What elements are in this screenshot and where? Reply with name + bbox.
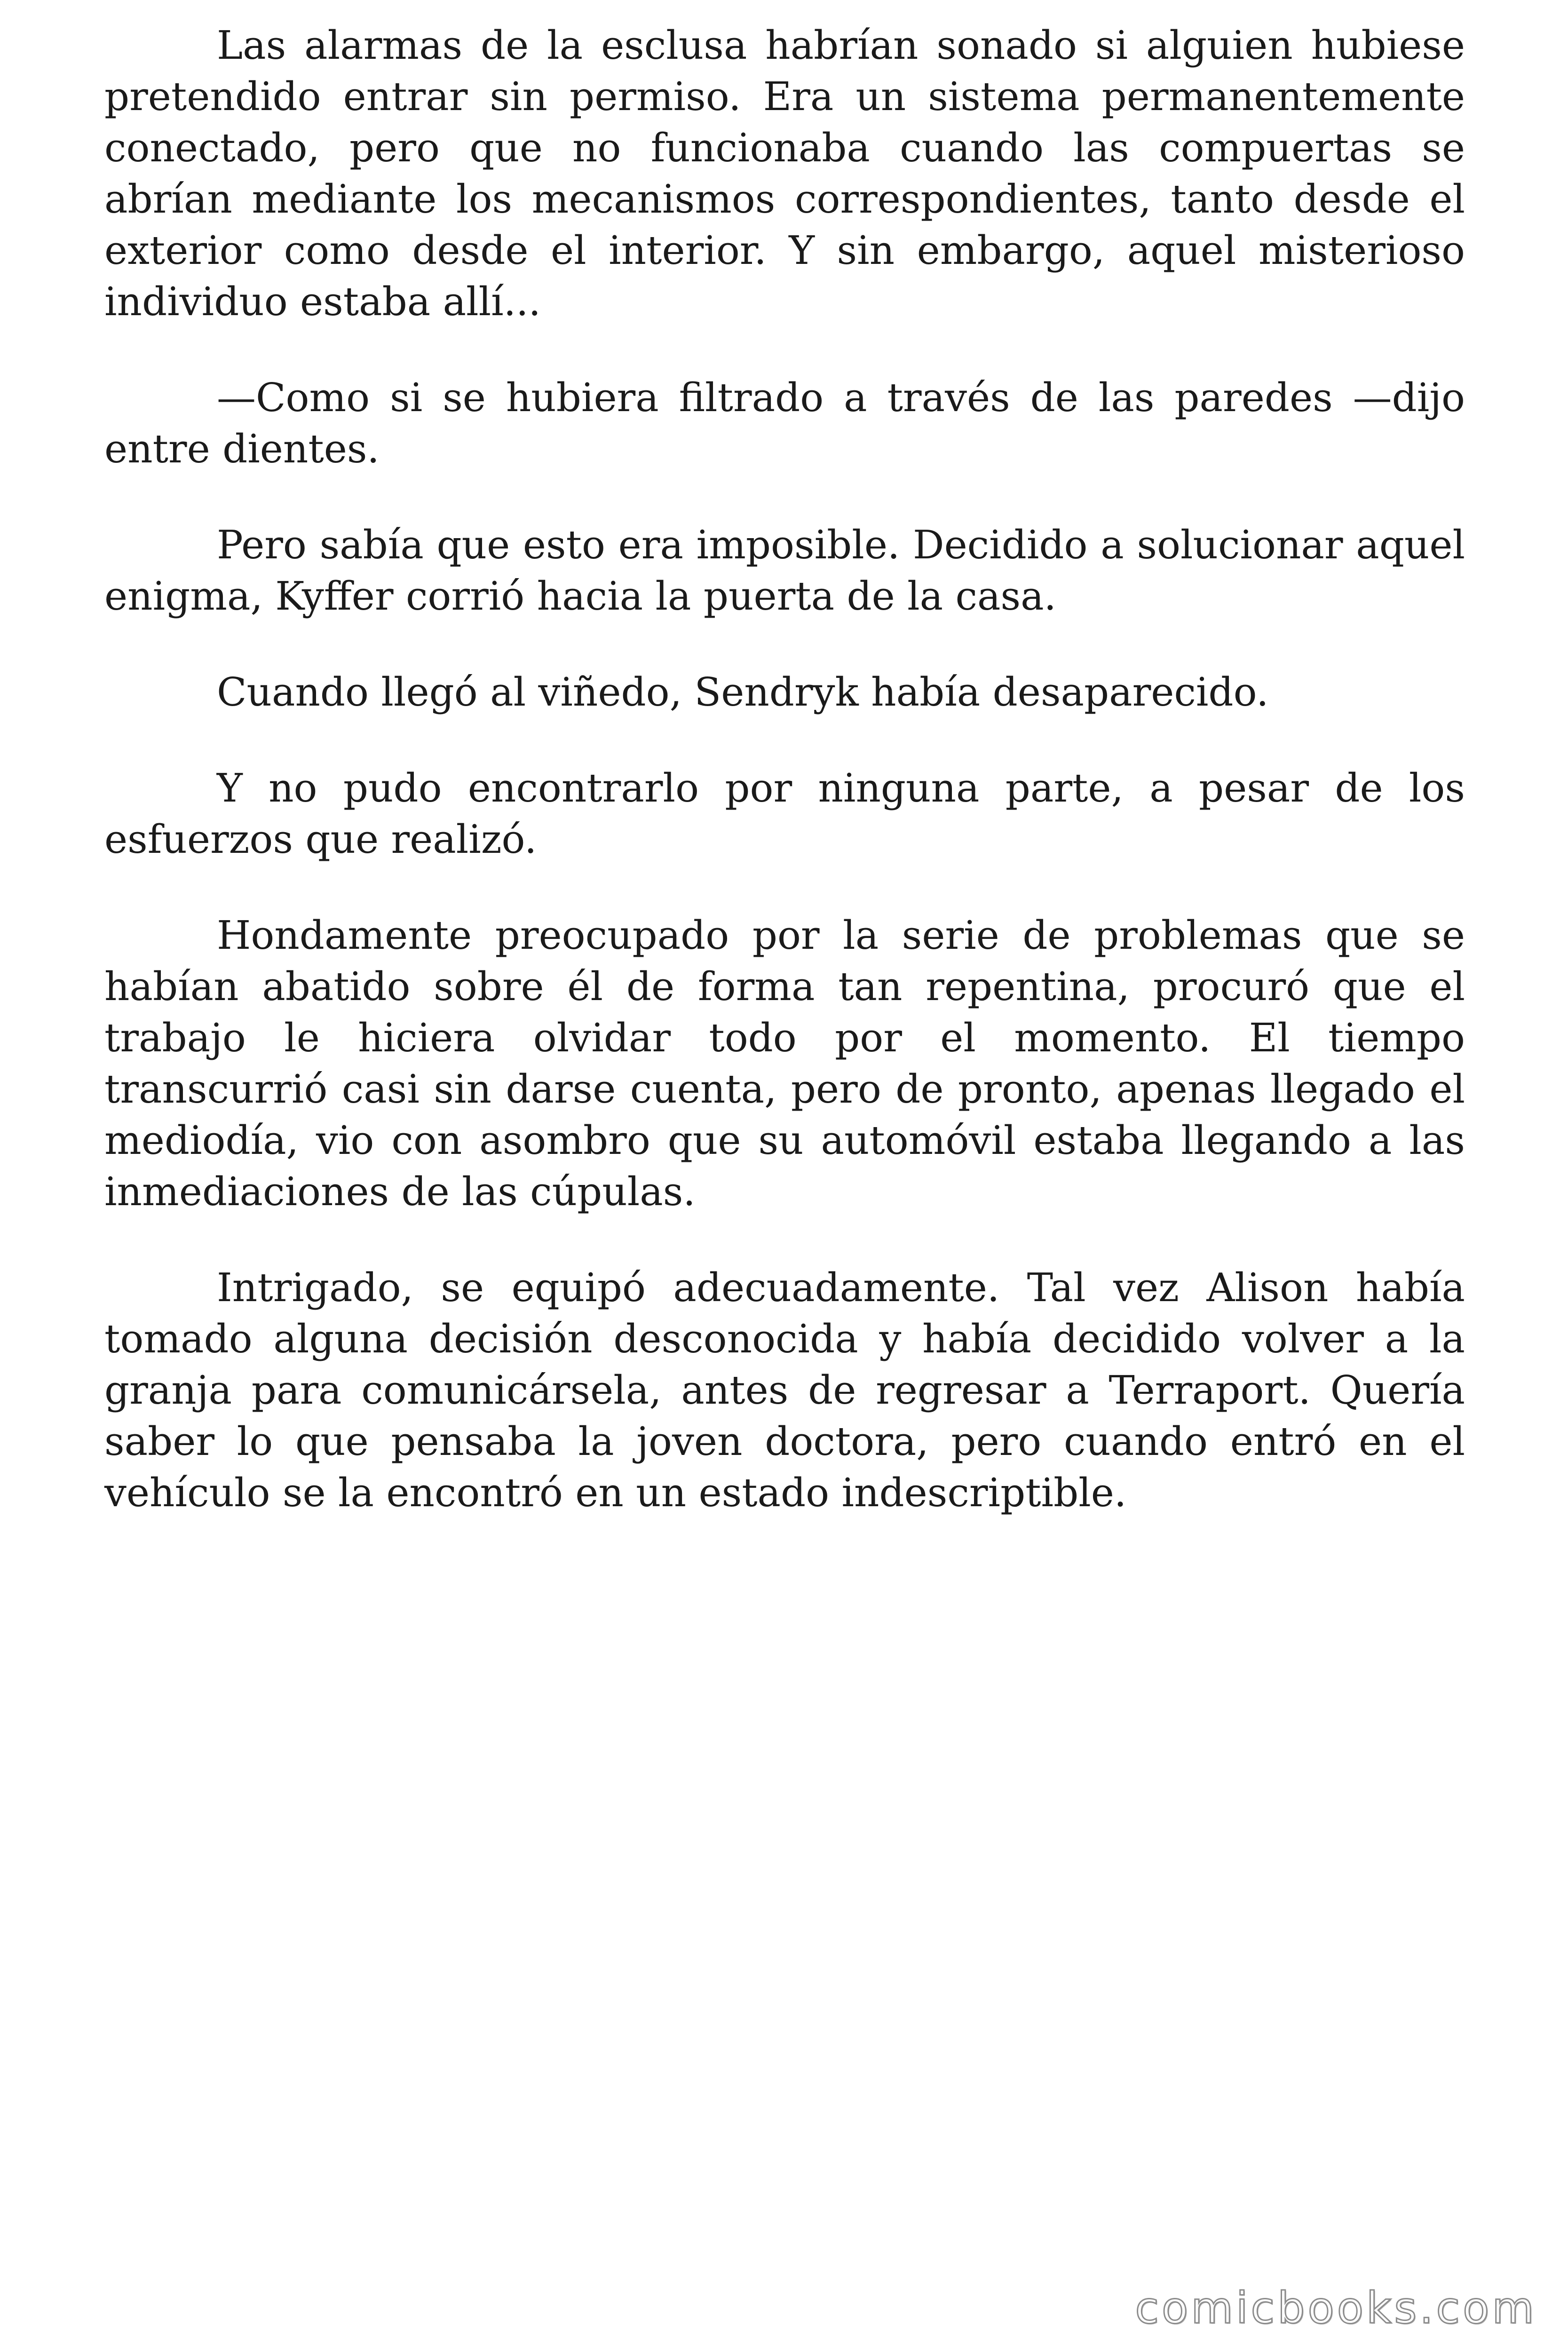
- paragraph-preocupado: Hondamente preocupado por la serie de problemas que se habían abatido sobre él de forma tan repentina, procuró que el trabajo le hiciera olvidar todo por el momento. El tiempo transcurrió casi sin darse cuenta, pero de pronto, apenas llegado el mediodía, vio con asombro que su automóvil estaba llegando a las inmediaciones de las cúpulas.: [104, 913, 1465, 1215]
- paragraph-alarmas: Las alarmas de la esclusa habrían sonado si alguien hubiese pretendido entrar sin permiso. Era un sistema permanentemente conectado, pero que no funcionaba cuando las compuertas se abrían mediante los mecanismos correspondientes, tanto desde el exterior como desde el interior. Y sin embargo, aquel misterioso individuo estaba allí...: [104, 23, 1465, 325]
- document-page: [104, 20, 1465, 1518]
- watermark: comicbooks.com: [1135, 2283, 1537, 2333]
- paragraph-vinedo: Cuando llegó al viñedo, Sendryk había desaparecido.: [217, 669, 1269, 715]
- paragraph-busqueda: Y no pudo encontrarlo por ninguna parte, a pesar de los esfuerzos que realizó.: [104, 765, 1465, 862]
- paragraph-imposible: Pero sabía que esto era imposible. Decidido a solucionar aquel enigma, Kyffer corrió hacia la puerta de la casa.: [104, 522, 1465, 619]
- paragraph-intrigado: Intrigado, se equipó adecuadamente. Tal vez Alison había tomado alguna decisión desconocida y había decidido volver a la granja para comunicársela, antes de regresar a Terraport. Quería saber lo que pensaba la joven doctora, pero cuando entró en el vehículo se la encontró en un estado indescriptible.: [104, 1265, 1465, 1516]
- paragraph-dialogue: —Como si se hubiera filtrado a través de las paredes —dijo entre dientes.: [104, 375, 1465, 472]
